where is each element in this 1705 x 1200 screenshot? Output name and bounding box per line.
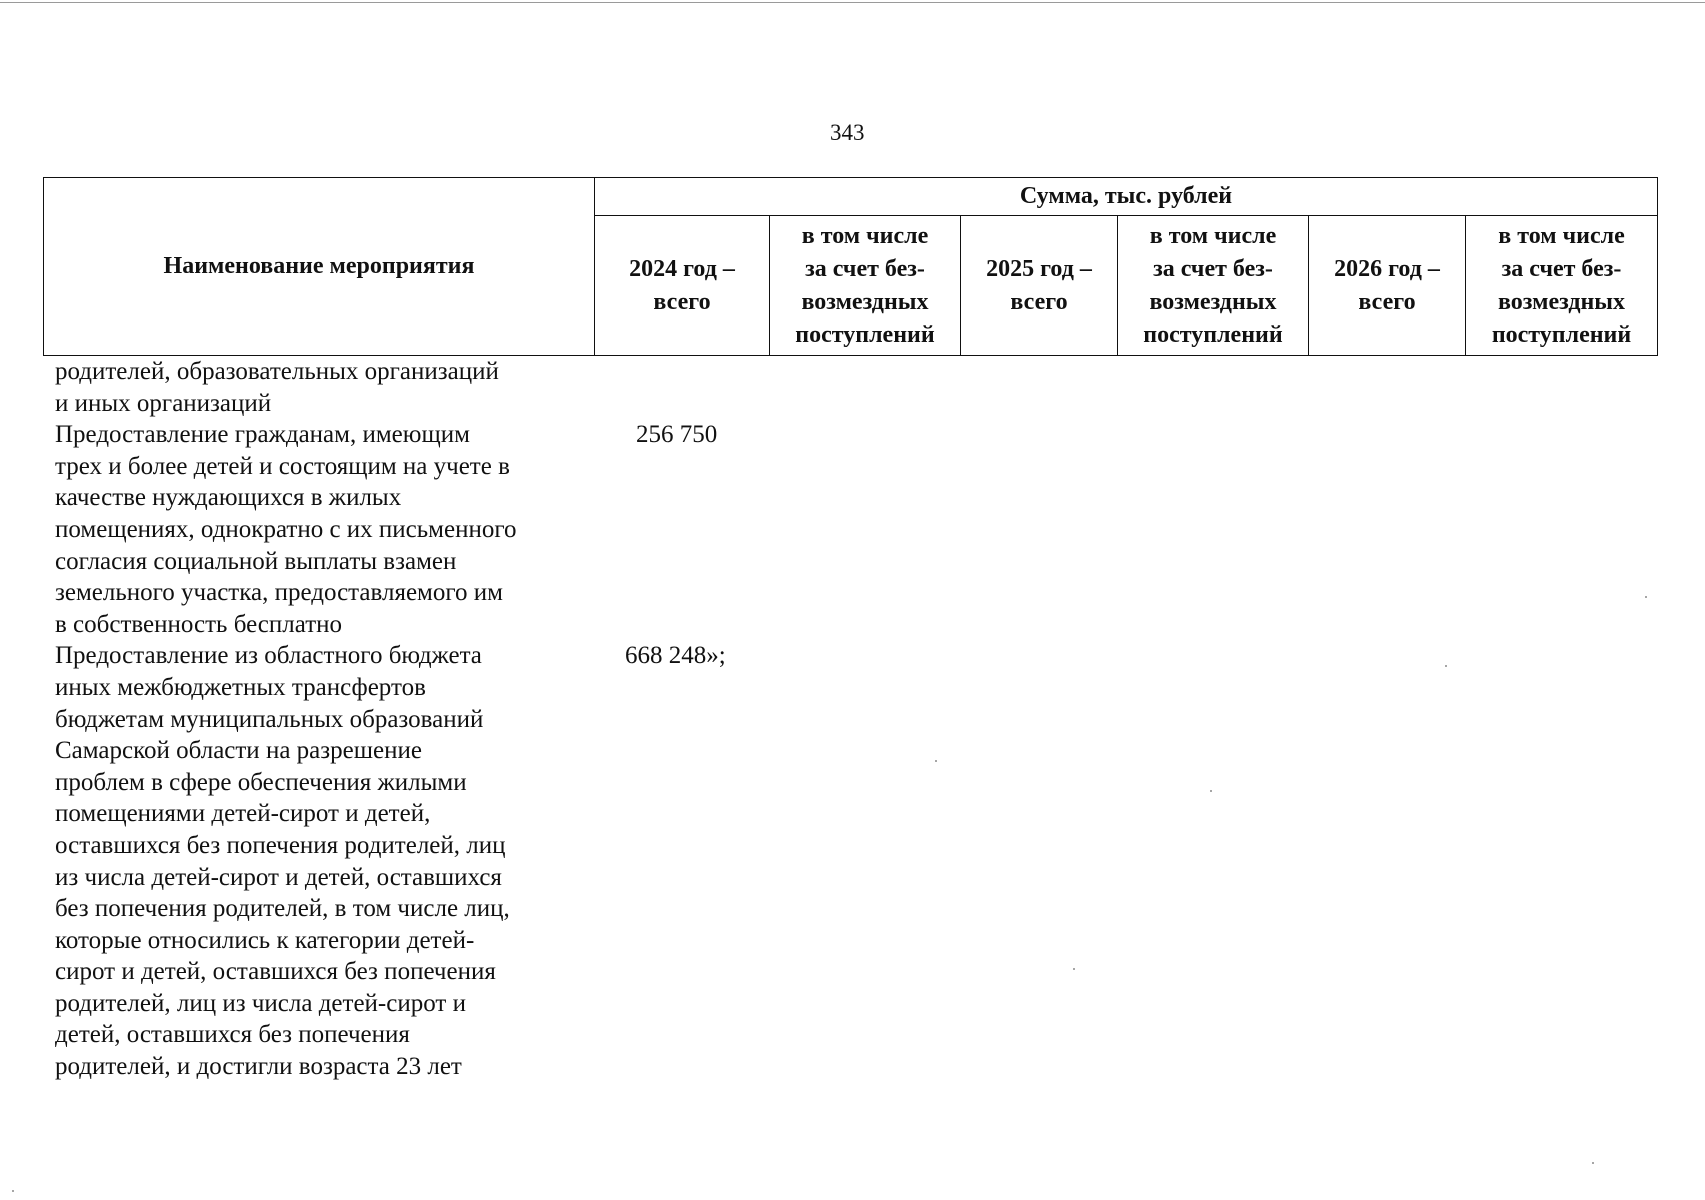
value-2024-total: 256 750 (636, 421, 718, 449)
page-number: 343 (830, 120, 865, 145)
header-2026-total: 2026 год – всего (1309, 216, 1466, 356)
scan-speck (1445, 665, 1447, 667)
header-2025-gratuitous: в том числе за счет без- возмездных поступлений (1118, 216, 1309, 356)
scan-speck (1592, 1162, 1594, 1164)
value-2024-total: 668 248»; (625, 642, 726, 670)
table-row (55, 356, 1645, 419)
header-2024-gratuitous: в том числе за счет без- возмездных поступлений (770, 216, 961, 356)
event-name: родителей, образовательных организаций и иных организаций (55, 358, 499, 417)
header-2024-total: 2024 год – всего (595, 216, 770, 356)
scan-speck (1073, 968, 1075, 970)
event-name: Предоставление из областного бюджета иных межбюджетных трансфертов бюджетам муниципальных образований Самарской области на разрешение проблем в сфере обеспечения жилыми помещениями детей-сирот и детей, оставшихся без попечения родителей, лиц из числа детей-сирот и детей, оставшихся без попечения родителей, в том числе лиц, которые относились к категории детей- сирот и детей, оставшихся без попечения родителей, лиц из числа детей-сирот и детей, оставшихся без попечения родителей, и достигли возраста 23 лет (55, 642, 510, 1081)
header-2026-gratuitous: в том числе за счет без- возмездных поступлений (1466, 216, 1658, 356)
top-border-line (0, 2, 1705, 3)
table-row (55, 640, 1645, 1082)
scan-speck (935, 760, 937, 762)
header-event-name: Наименование мероприятия (44, 178, 595, 356)
table-row (55, 419, 1645, 640)
header-amount-group: Сумма, тыс. рублей (595, 178, 1658, 216)
scan-speck (1210, 790, 1212, 792)
event-name: Предоставление гражданам, имеющим трех и более детей и состоящим на учете в качестве нуждающихся в жилых помещениях, однократно с их письменного согласия социальной выплаты взамен земельного участка, предоставляемого им в собственность бесплатно (55, 421, 517, 638)
scan-speck (12, 1190, 14, 1192)
scan-speck (1645, 596, 1647, 598)
budget-table-header (43, 177, 1658, 356)
table-body (55, 356, 1645, 1083)
header-2025-total: 2025 год – всего (961, 216, 1118, 356)
